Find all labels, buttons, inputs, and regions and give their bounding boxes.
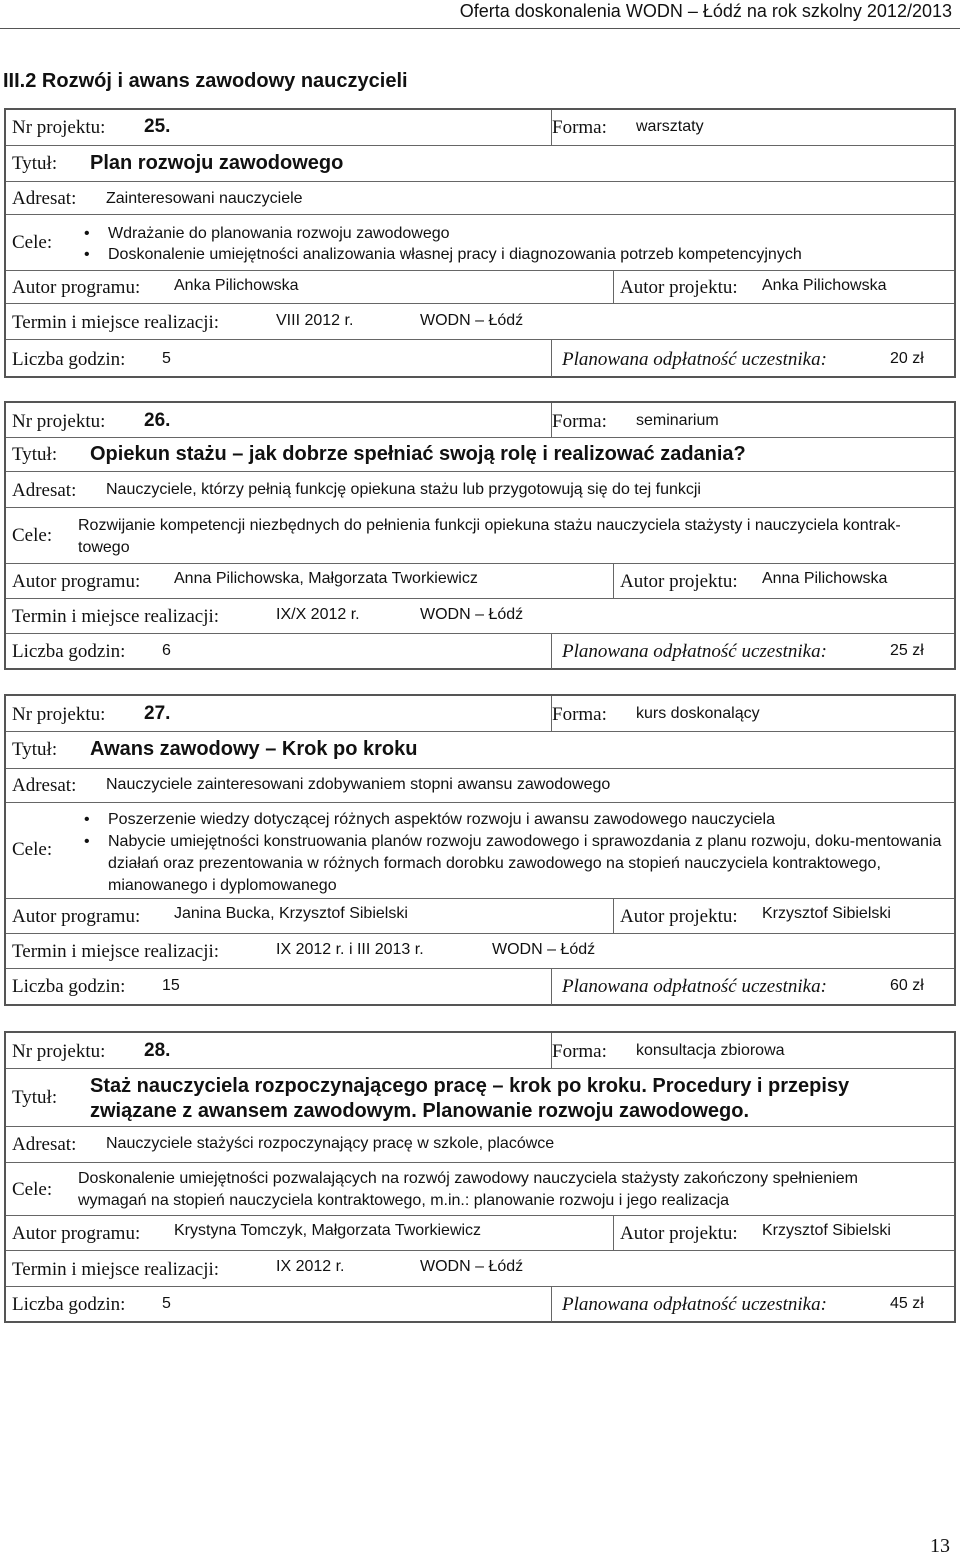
- divider: [551, 1287, 552, 1322]
- row-cele: [6, 507, 954, 564]
- row-autor: [6, 563, 954, 599]
- autor-projektu-value: Krzysztof Sibielski: [762, 905, 891, 922]
- label-liczba-godzin: Liczba godzin:: [12, 641, 126, 662]
- project-card-25: [4, 108, 956, 378]
- adresat-value: Nauczyciele, którzy pełnią funkcję opiekuna stażu lub przygotowują się do tej funkcji: [106, 481, 701, 498]
- goals-line: wymagań na stopień nauczyciela kontraktowego, m.in.: planowanie rozwoju i jego realizacja: [78, 1192, 730, 1209]
- label-oplata-text: Planowana odpłatność uczestnika:: [562, 641, 827, 662]
- termin-value: IX 2012 r. i III 2013 r.: [276, 941, 424, 958]
- autor-projektu-value: Krzysztof Sibielski: [762, 1222, 891, 1239]
- oplata-value: 45 zł: [890, 1295, 924, 1312]
- label-liczba-godzin: Liczba godzin:: [12, 1294, 126, 1315]
- label-oplata-text: Planowana odpłatność uczestnika:: [562, 1294, 827, 1315]
- row-autor: [6, 898, 954, 934]
- row-tytul: [6, 1068, 954, 1127]
- label-forma: Forma:: [552, 1041, 607, 1062]
- divider: [613, 899, 614, 934]
- row-termin: [6, 1250, 954, 1287]
- running-title: Oferta doskonalenia WODN – Łódź na rok szkolny 2012/2013: [459, 1, 952, 21]
- goals-line: towego: [78, 539, 130, 556]
- goal-item: • Nabycie umiejętności konstruowania planów rozwoju zawodowego i sprawozdania z planu rozwoju, doku-mentowania działań oraz prezentowania w różnych formach dorobku zawodowego na stopień nauczyciela kontraktowego, mianowanego i dyplomowanego: [82, 831, 948, 897]
- divider: [613, 271, 614, 304]
- label-adresat: Adresat:: [12, 188, 77, 209]
- divider: [551, 969, 552, 1005]
- autor-projektu-value: Anka Pilichowska: [762, 277, 887, 294]
- label-tytul: Tytuł:: [12, 444, 58, 465]
- label-autor-programu: Autor programu:: [12, 906, 141, 927]
- label-oplata: [562, 1294, 827, 1316]
- label-oplata-text: Planowana odpłatność uczestnika:: [562, 349, 827, 370]
- project-card-27: [4, 694, 956, 1006]
- label-forma: Forma:: [552, 704, 607, 725]
- project-number: 26.: [144, 410, 171, 431]
- label-oplata: [562, 349, 827, 371]
- oplata-value: 60 zł: [890, 977, 924, 994]
- row-nr-forma: [6, 1033, 954, 1068]
- row-cele: [6, 802, 954, 899]
- forma-value: kurs doskonalący: [636, 705, 760, 722]
- project-number: 25.: [144, 116, 171, 137]
- label-nr: Nr projektu:: [12, 411, 106, 432]
- project-title: [90, 1074, 849, 1124]
- miejsce-value: WODN – Łódź: [420, 606, 524, 623]
- row-godziny: [6, 633, 954, 669]
- section-title: III.2 Rozwój i awans zawodowy nauczycieli: [3, 70, 408, 92]
- godziny-value: 5: [162, 1295, 171, 1312]
- goals-text: [78, 1168, 952, 1212]
- label-autor-programu: Autor programu:: [12, 571, 141, 592]
- label-adresat: Adresat:: [12, 775, 77, 796]
- goals-list: [82, 223, 942, 265]
- running-header: [0, 0, 960, 28]
- goal-item: • Wdrażanie do planowania rozwoju zawodowego: [82, 223, 942, 244]
- label-cele: Cele:: [12, 1179, 53, 1200]
- row-nr-forma: [6, 696, 954, 731]
- row-godziny: [6, 968, 954, 1005]
- label-nr: Nr projektu:: [12, 1041, 106, 1062]
- row-nr-forma: [6, 403, 954, 437]
- godziny-value: 15: [162, 977, 180, 994]
- page-number: 13: [930, 1535, 950, 1557]
- termin-value: IX/X 2012 r.: [276, 606, 360, 623]
- title-line: Staż nauczyciela rozpoczynającego pracę – krok po kroku. Procedury i przepisy: [90, 1075, 850, 1097]
- divider: [551, 340, 552, 377]
- goals-list: [82, 809, 948, 897]
- goal-item: • Doskonalenie umiejętności analizowania własnej pracy i diagnozowania potrzeb kompetencyjnych: [82, 244, 942, 265]
- godziny-value: 6: [162, 642, 171, 659]
- label-oplata: [562, 976, 827, 998]
- project-title: Awans zawodowy – Krok po kroku: [90, 738, 418, 760]
- label-autor-projektu: Autor projektu:: [620, 906, 738, 927]
- row-adresat: [6, 181, 954, 215]
- miejsce-value: WODN – Łódź: [420, 1258, 524, 1275]
- row-tytul: [6, 145, 954, 182]
- forma-value: konsultacja zbiorowa: [636, 1042, 785, 1059]
- label-adresat: Adresat:: [12, 480, 77, 501]
- autor-projektu-value: Anna Pilichowska: [762, 570, 888, 587]
- oplata-value: 25 zł: [890, 642, 924, 659]
- adresat-value: Nauczyciele zainteresowani zdobywaniem stopni awansu zawodowego: [106, 776, 611, 793]
- row-nr-forma: [6, 110, 954, 145]
- title-line: związane z awansem zawodowym. Planowanie rozwoju zawodowego.: [90, 1100, 750, 1122]
- row-autor: [6, 1215, 954, 1251]
- row-termin: [6, 598, 954, 634]
- label-oplata-text: Planowana odpłatność uczestnika:: [562, 976, 827, 997]
- autor-programu-value: Janina Bucka, Krzysztof Sibielski: [174, 905, 408, 922]
- row-termin: [6, 933, 954, 969]
- label-liczba-godzin: Liczba godzin:: [12, 349, 126, 370]
- label-tytul: Tytuł:: [12, 1087, 58, 1108]
- row-adresat: [6, 768, 954, 803]
- label-autor-projektu: Autor projektu:: [620, 571, 738, 592]
- oplata-value: 20 zł: [890, 350, 924, 367]
- divider: [551, 634, 552, 669]
- godziny-value: 5: [162, 350, 171, 367]
- autor-programu-value: Anna Pilichowska, Małgorzata Tworkiewicz: [174, 570, 478, 587]
- adresat-value: Zainteresowani nauczyciele: [106, 190, 303, 207]
- label-termin: Termin i miejsce realizacji:: [12, 312, 220, 333]
- label-oplata: [562, 641, 827, 663]
- termin-value: IX 2012 r.: [276, 1258, 345, 1275]
- project-card-26: [4, 401, 956, 670]
- label-cele: Cele:: [12, 525, 53, 546]
- label-adresat: Adresat:: [12, 1134, 77, 1155]
- project-title: Plan rozwoju zawodowego: [90, 152, 344, 174]
- label-liczba-godzin: Liczba godzin:: [12, 976, 126, 997]
- project-title: Opiekun stażu – jak dobrze spełniać swoją rolę i realizować zadania?: [90, 443, 746, 465]
- row-tytul: [6, 437, 954, 472]
- forma-value: seminarium: [636, 412, 719, 429]
- label-termin: Termin i miejsce realizacji:: [12, 606, 220, 627]
- goals-line: Rozwijanie kompetencji niezbędnych do pełnienia funkcji opiekuna stażu nauczyciela stażysty i nauczyciela kontrak-: [78, 517, 901, 534]
- label-autor-projektu: Autor projektu:: [620, 1223, 738, 1244]
- label-tytul: Tytuł:: [12, 153, 58, 174]
- autor-programu-value: Krystyna Tomczyk, Małgorzata Tworkiewicz: [174, 1222, 482, 1239]
- divider: [613, 564, 614, 599]
- row-godziny: [6, 1286, 954, 1322]
- adresat-value: Nauczyciele stażyści rozpoczynający pracę w szkole, placówce: [106, 1135, 555, 1152]
- label-cele: Cele:: [12, 839, 53, 860]
- row-tytul: [6, 731, 954, 769]
- goal-item: • Poszerzenie wiedzy dotyczącej różnych aspektów rozwoju i awansu zawodowego nauczyciela: [82, 809, 948, 831]
- project-number: 27.: [144, 703, 171, 724]
- row-godziny: [6, 339, 954, 377]
- miejsce-value: WODN – Łódź: [420, 312, 524, 329]
- label-forma: Forma:: [552, 117, 607, 138]
- label-autor-programu: Autor programu:: [12, 1223, 141, 1244]
- row-adresat: [6, 471, 954, 508]
- row-termin: [6, 303, 954, 340]
- header-rule: [0, 28, 960, 29]
- label-autor-projektu: Autor projektu:: [620, 277, 738, 298]
- goals-text: [78, 515, 952, 559]
- label-nr: Nr projektu:: [12, 704, 106, 725]
- label-nr: Nr projektu:: [12, 117, 106, 138]
- project-card-28: [4, 1031, 956, 1323]
- label-forma: Forma:: [552, 411, 607, 432]
- row-adresat: [6, 1126, 954, 1163]
- forma-value: warsztaty: [636, 118, 704, 135]
- label-cele: Cele:: [12, 232, 53, 253]
- label-termin: Termin i miejsce realizacji:: [12, 1259, 220, 1280]
- row-autor: [6, 270, 954, 304]
- label-termin: Termin i miejsce realizacji:: [12, 941, 220, 962]
- label-tytul: Tytuł:: [12, 739, 58, 760]
- row-cele: [6, 214, 954, 271]
- divider: [613, 1216, 614, 1251]
- project-number: 28.: [144, 1040, 171, 1061]
- goals-line: Doskonalenie umiejętności pozwalających na rozwój zawodowy nauczyciela stażysty zakończony spełnieniem: [78, 1170, 858, 1187]
- row-cele: [6, 1162, 954, 1216]
- label-autor-programu: Autor programu:: [12, 277, 141, 298]
- termin-value: VIII 2012 r.: [276, 312, 354, 329]
- miejsce-value: WODN – Łódź: [492, 941, 596, 958]
- autor-programu-value: Anka Pilichowska: [174, 277, 299, 294]
